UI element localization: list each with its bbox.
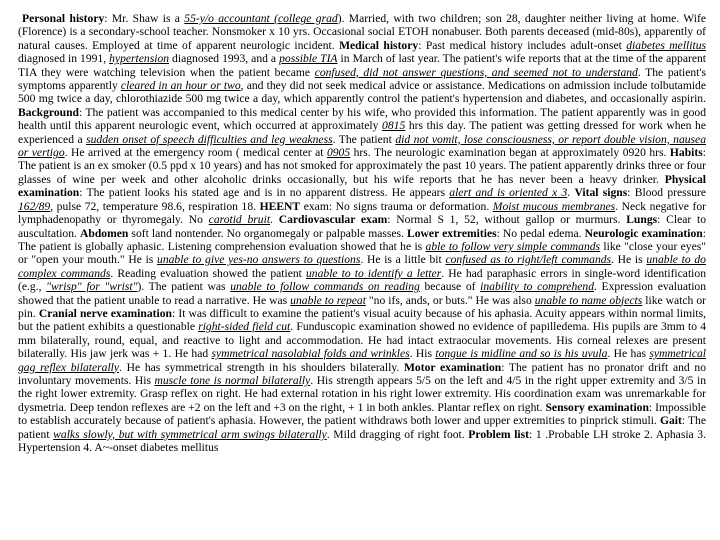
body-text: "no ifs, ands, or buts." He was also (365, 293, 535, 307)
underlined-finding: sudden onset of speech difficulties and leg weakness (86, 132, 333, 146)
body-text: . The patient's symptoms apparently (18, 65, 706, 93)
section-heading: Medical history (339, 38, 419, 52)
body-text: . Mild dragging of right foot. (326, 427, 469, 441)
body-text: hrs this day. The patient was getting dressed for work when he experienced a (18, 119, 706, 146)
body-text: in March of last year. The patient's wife reports that at the time of the apparent TIA they were watching television when the patient became (18, 52, 707, 79)
underlined-finding: confused, did not answer questions, and seemed not to understand (314, 65, 638, 79)
underlined-finding: muscle tone is normal bilaterally (154, 373, 311, 387)
body-text: . His strength appears 5/5 on the left and 4/5 in the right upper extremity and 3/5 in the right lower extremity. Grasp reflex on right. He had external rotation in his right lower extremity. His coordination exam was unremarkable for dysmetria. Deep tendon reflexes are +2 on the left and +3 on the right, + 1 in both ankles. Plantar reflex on right. (18, 373, 706, 414)
section-heading: Background (18, 105, 79, 119)
underlined-finding: "wrisp" for "wrist" (46, 280, 138, 294)
section-heading: Lower extremities (407, 226, 497, 240)
underlined-finding: unable to name objects (534, 293, 643, 307)
body-text: . Expression evaluation showed that the patient unable to read a narrative. He was (18, 280, 707, 307)
section-heading: Personal history (22, 12, 105, 25)
case-report-paragraph (18, 12, 706, 454)
underlined-finding: confused as to right/left commands (445, 253, 612, 267)
section-heading: Cranial nerve examination (38, 306, 172, 320)
body-text: : It was difficult to examine the patient's visual acuity because of his aphasia. Acuity appears within normal limits, but the patient exhibits a questionable (18, 306, 707, 334)
body-text: . He arrived at the emergency room ( medical center at (64, 146, 327, 160)
underlined-finding: walks slowly, but with symmetrical arm swings bilaterally (53, 427, 327, 441)
body-text: : Past medical history includes adult-onset (418, 38, 627, 52)
underlined-finding: right-sided field cut (198, 320, 291, 334)
body-text: . His (409, 347, 436, 361)
body-text: . Reading evaluation showed the patient (110, 266, 306, 280)
section-heading: Sensory examination (545, 400, 649, 414)
underlined-finding: carotid bruit (208, 213, 271, 227)
body-text: . He has (607, 347, 650, 361)
body-text: : The patient is globally aphasic. Listening comprehension evaluation showed that he is (18, 226, 706, 253)
body-text: : The patient was accompanied to this medical center by his wife, who provided this information. The patient apparently was in good health until this apparent neurologic event, which occurred at approximately (18, 105, 706, 133)
section-heading: Habits (669, 146, 703, 160)
body-text: : Impossible to establish accurately because of patient's aphasia. However, the patient withdraws both lower and upper extremities to pinprick stimuli. (18, 400, 706, 428)
section-heading: Abdomen (80, 226, 129, 240)
body-text: : Mr. Shaw is a (104, 12, 185, 25)
body-text: : 1 .Probable LH stroke 2. Aphasia 3. Hypertension 4. A~-onset diabetes mellitus (18, 427, 707, 454)
body-text: : The patient has no pronator drift and no involuntary movements. His (18, 360, 706, 387)
section-heading: Motor examination (403, 360, 502, 374)
underlined-finding: symmetrical gag reflex bilaterally (18, 347, 706, 374)
section-heading: Gait (659, 414, 682, 428)
underlined-finding: cleared in an hour or two (120, 79, 241, 93)
body-text: . (567, 186, 575, 200)
underlined-finding: alert and is oriented x 3 (449, 186, 568, 200)
body-text: diagnosed 1993, and a (169, 52, 280, 66)
body-text: : Clear to auscultation. (18, 213, 706, 240)
body-text: ). Married, with two children; son 28, daughter neither living at home. Wife (Florence) is a secondary-school teacher. Nonsmoker x 10 yrs. Occasional social ETOH nonabuser. Both parents deceased (mid-80s), apparently of natural causes. Employed at time of apparent neurologic incident. (18, 12, 706, 52)
underlined-finding: unable to give yes-no answers to questions (157, 253, 361, 267)
body-text: : The patient (18, 414, 706, 441)
body-text: . He had paraphasic errors in single-word identification (e.g., (18, 266, 706, 294)
body-text: : The patient looks his stated age and is in no apparent distress. He appears (79, 186, 450, 200)
underlined-finding: able to follow very simple commands (425, 239, 601, 253)
underlined-finding: unable to do complex commands (18, 253, 706, 280)
underlined-finding: 0815 (382, 119, 406, 133)
underlined-finding: tongue is midline and so is his uvula (435, 347, 608, 361)
underlined-finding: 0905 (326, 146, 351, 160)
body-text: . The patient (332, 132, 396, 146)
underlined-finding: possible TIA (279, 52, 338, 66)
body-text: like watch or pin. (18, 293, 707, 320)
underlined-finding: 162/89 (18, 199, 51, 213)
body-text: : The patient is an ex smoker (0.5 ppd x 10 years) and has not smoked for approximately the past 10 years. The patient apparently drinks three or four glasses of wine per week and other alcoholic drinks occasionally, but his wife reports that he has never been a heavy drinker. (18, 146, 706, 186)
body-text: , and they did not seek medical advice or assistance. Medications on admission include tolbutamide 500 mg twice a day, chlorothiazide 500 mg twice a day, which apparently control the patient's hypertension and diabetes, and occasionally aspirin. (18, 79, 706, 106)
underlined-finding: 55-y/o accountant (college grad (184, 12, 338, 25)
underlined-finding: inability to comprehend (480, 280, 594, 294)
body-text: . He is a little bit (360, 253, 446, 267)
body-text: . (270, 213, 279, 227)
body-text: . He has symmetrical strength in his shoulders bilaterally. (119, 360, 404, 374)
section-heading: Vital signs (574, 186, 628, 200)
body-text: . He is (611, 253, 647, 267)
body-text: soft land nontender. No organomegaly or palpable masses. (128, 226, 408, 240)
body-text: exam: No signs trauma or deformation. (300, 199, 493, 213)
section-heading: Physical examination (18, 172, 706, 200)
body-text: . Funduscopic examination showed no evidence of papilledema. His pupils are 3mm to 4 mm bilaterally, round, equal, and reactive to light and accommodation. He had intact extraocular movements. His corneal relexes are present bilaterally. His jaw jerk was + 1. He had (18, 320, 707, 361)
underlined-finding: did not vomit, lose consciousness, or report double vision, nausea or vertigo (18, 132, 706, 160)
body-text: diagnosed in 1991, (18, 52, 110, 66)
underlined-finding: Moist mucous membranes (492, 199, 616, 213)
section-heading: Problem list (468, 427, 530, 441)
body-text: . Neck negative for lymphadenopathy or thyromegaly. No (18, 199, 706, 227)
body-text: like "close your eyes" or "open your mouth." He is (18, 239, 706, 267)
body-text: : No pedal edema. (496, 226, 585, 240)
body-text: hrs. The neurologic examination began at approximately 0920 hrs. (350, 146, 670, 160)
section-heading: HEENT (259, 199, 301, 213)
section-heading: Cardiovascular exam (278, 213, 388, 227)
section-heading: Neurologic examination (584, 226, 703, 240)
underlined-finding: symmetrical nasolabial folds and wrinkles (211, 347, 410, 361)
underlined-finding: unable to to identify a letter (306, 266, 442, 280)
body-text: ). The patient was (137, 280, 231, 294)
underlined-finding: hypertension (109, 52, 170, 66)
section-heading: Lungs (626, 213, 658, 227)
body-text: , pulse 72, temperature 98.6, respiration 18. (50, 199, 260, 213)
underlined-finding: unable to repeat (290, 293, 366, 307)
underlined-finding: unable to follow commands on reading (230, 280, 420, 294)
body-text: because of (419, 280, 481, 294)
body-text: : Normal S 1, 52, without gallop or murmurs. (387, 213, 627, 227)
body-text: : Blood pressure (627, 186, 707, 200)
underlined-finding: diabetes mellitus (626, 38, 707, 52)
